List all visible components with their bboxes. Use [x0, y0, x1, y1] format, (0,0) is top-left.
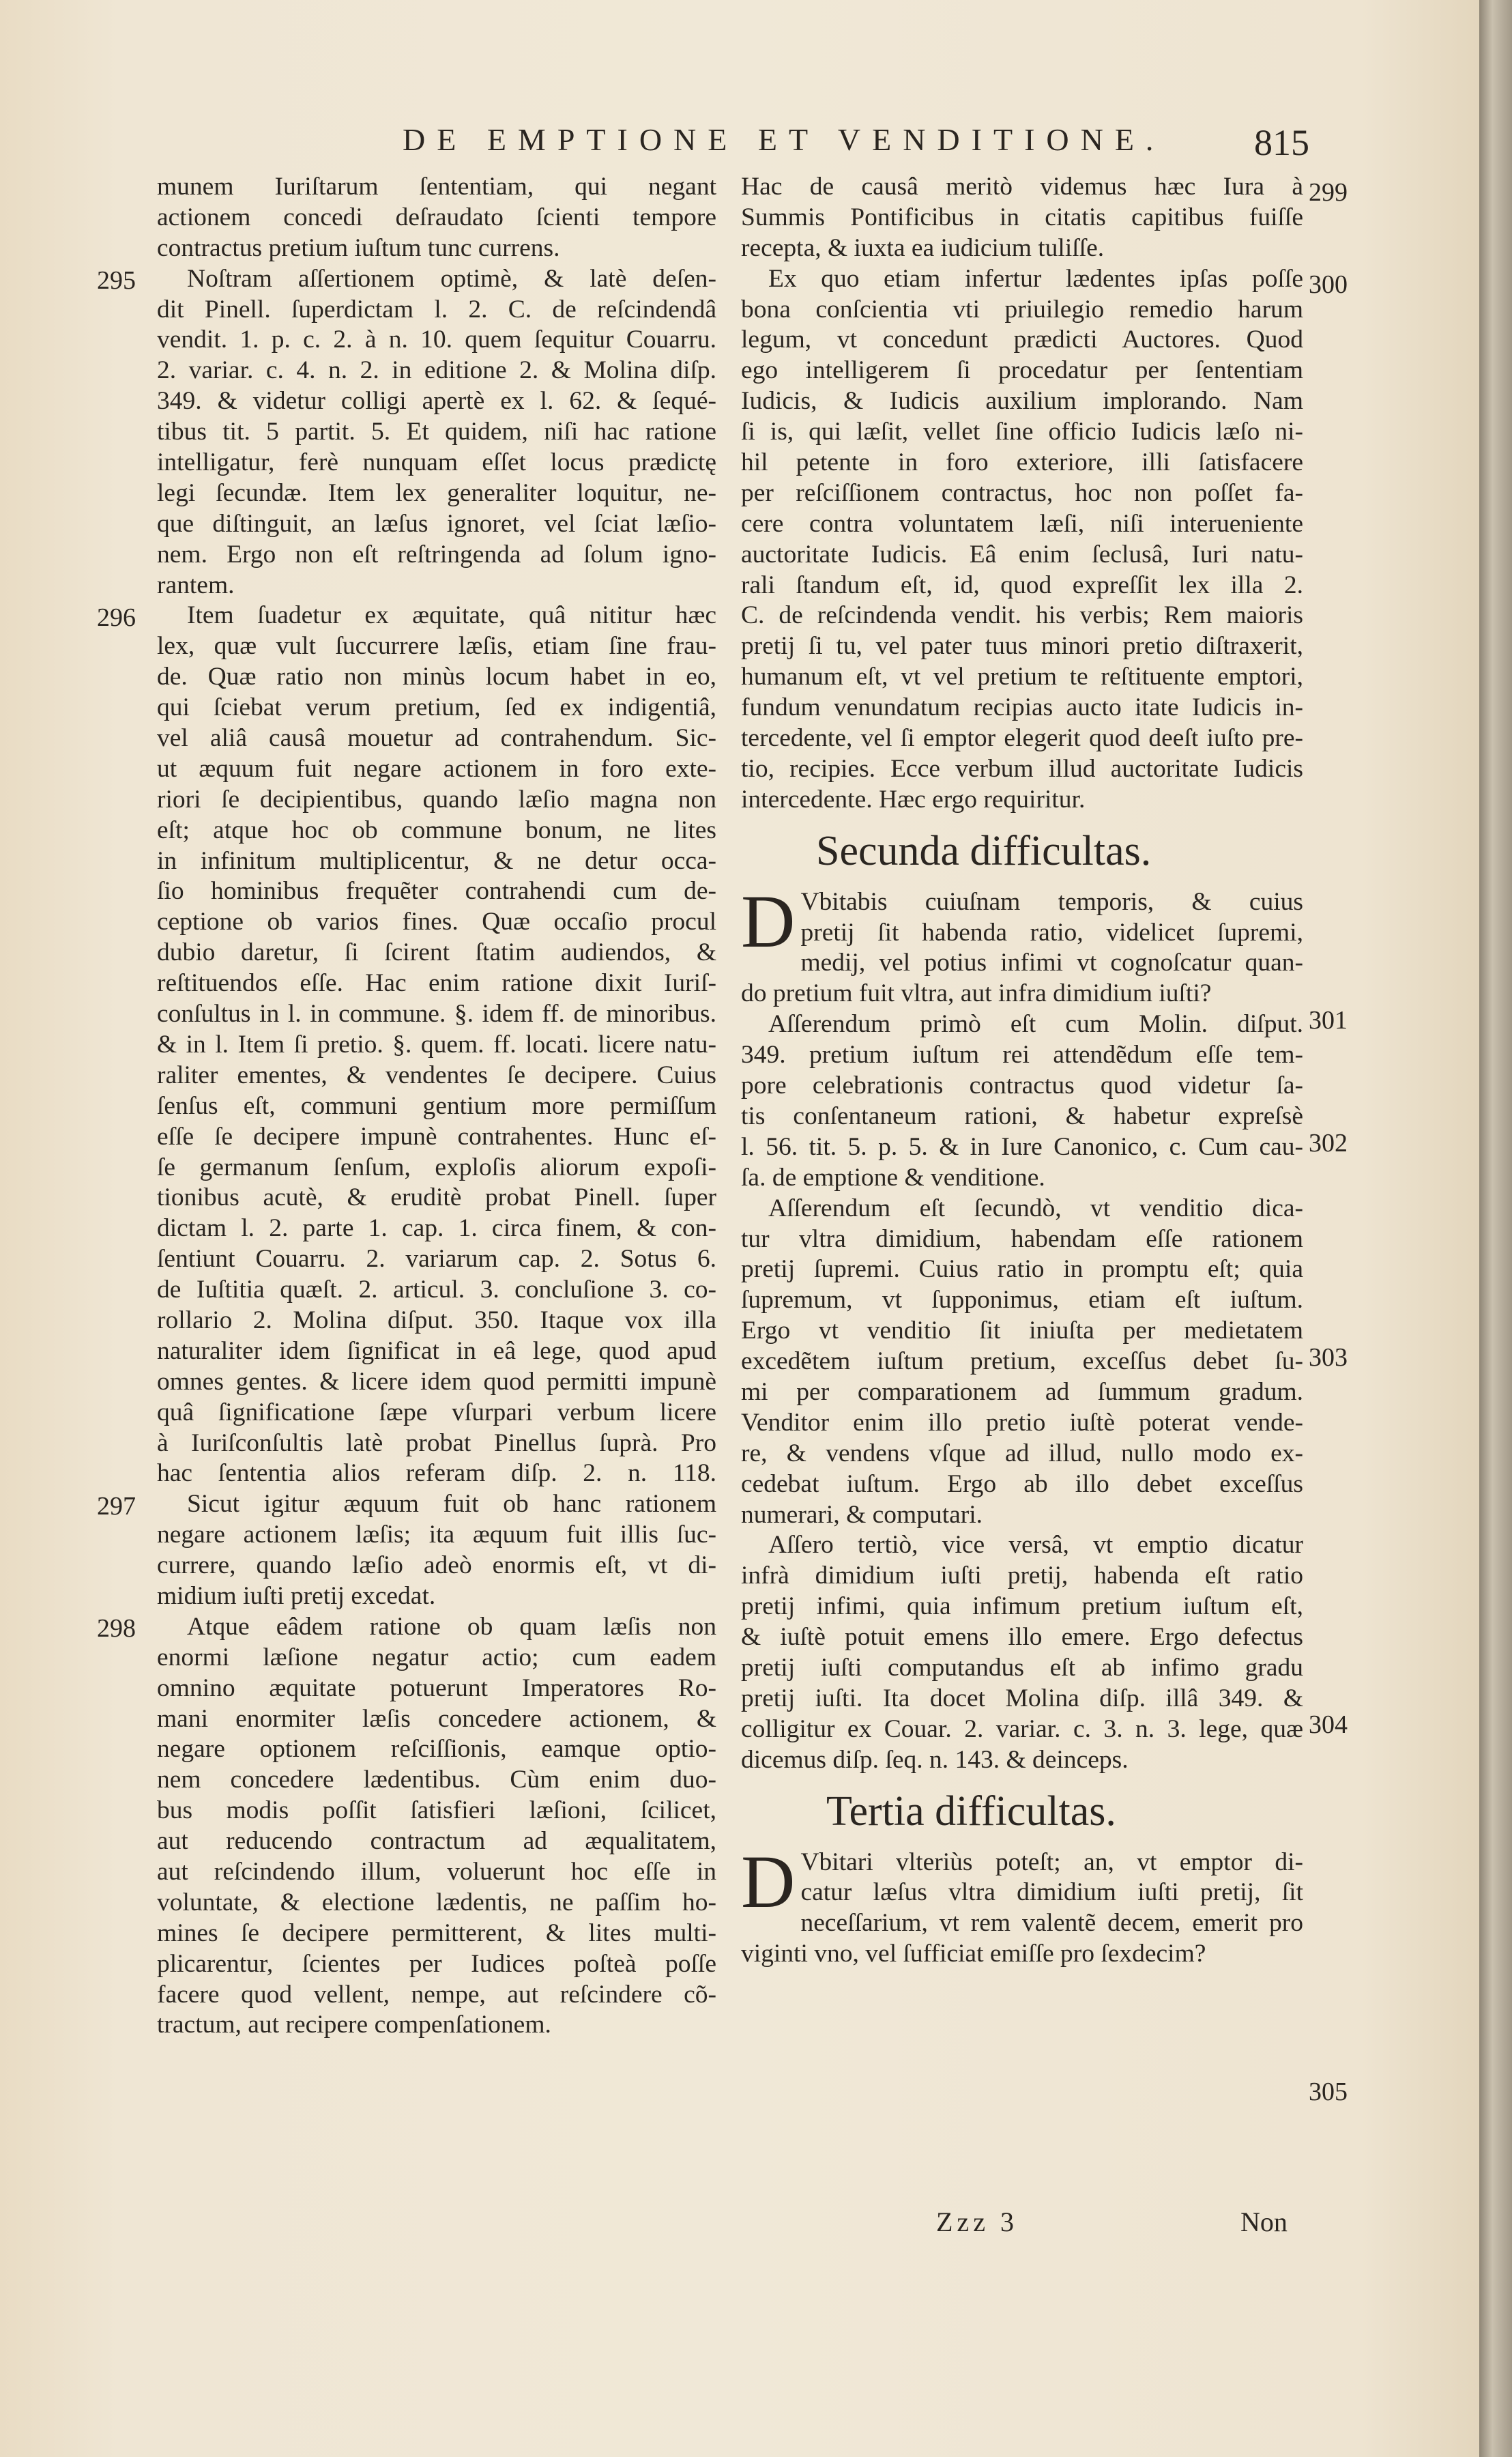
text-line: ceptione ob varios fines. Quæ occaſio procul [157, 908, 716, 936]
signature-mark: Zzz 3 [936, 2207, 1018, 2237]
text-line: rollario 2. Molina diſput. 350. Itaque vox illa [157, 1306, 716, 1334]
text-line: facere quod vellent, nempe, aut reſcindere cõ- [157, 1980, 716, 2009]
text-line: & iuſtè potuit emens illo emere. Ergo defectus [741, 1623, 1303, 1652]
text-line: mani enormiter læſis concedere actionem, & [157, 1704, 716, 1733]
text-line: negare optionem reſciſſionis, eamque optio- [157, 1735, 716, 1764]
text-line: cere contra voluntatem læſi, niſi interueniente [741, 509, 1303, 538]
text-line: do pretium fuit vltra, aut infra dimidium iuſti? [741, 979, 1212, 1008]
text-line: 349. & videtur colligi apertè ex l. 62. & ſequé- [157, 387, 716, 416]
right-block-2 [741, 879, 1303, 1776]
text-line: currere, quando læſio adeò enormis eſt, vt di- [157, 1551, 716, 1580]
text-line: pretij iuſti computandus eſt ab infimo gradu [741, 1653, 1303, 1682]
text-line: Summis Pontificibus in citatis capitibus fuiſſe [741, 203, 1303, 231]
text-line: mines ſe decipere permitterent, & lites multi- [157, 1919, 716, 1947]
text-line: medij, vel potius infimi vt cognoſcatur quan- [800, 949, 1303, 977]
text-line: humanum eſt, vt vel pretium te reſtituente emptori, [741, 663, 1303, 691]
running-title: DE EMPTIONE ET VENDITIONE. [403, 122, 1165, 157]
text-line: cedebat iuſtum. Ergo ab illo debet exceſſus [741, 1469, 1303, 1498]
text-line: vendit. 1. p. c. 2. à n. 10. quem ſequitur Couarru. [157, 326, 716, 354]
text-line: tis conſentaneum rationi, & habetur expreſsè [741, 1102, 1303, 1130]
text-line: tibus tit. 5 partit. 5. Et quidem, niſi hac ratione [157, 418, 716, 446]
margin-number: 304 [1309, 1710, 1348, 1739]
text-line: reſtituendos eſſe. Hac enim ratione dixit Iuriſ- [157, 969, 716, 998]
text-line: catur læſus vltra dimidium iuſti pretij, ſit [800, 1878, 1303, 1907]
text-line: ſi is, qui læſit, vellet ſine officio Iudicis læſo ni- [741, 418, 1303, 446]
text-line: tio, recipies. Ecce verbum illud auctoritate Iudicis [741, 754, 1303, 783]
text-line: à Iuriſconſultis latè probat Pinellus ſuprà. Pro [157, 1428, 716, 1457]
text-line: Ex quo etiam infertur lædentes ipſas poſſe [768, 264, 1303, 293]
text-line: Vbitabis cuiuſnam temporis, & cuius [800, 887, 1303, 916]
text-line: dicemus diſp. ſeq. n. 143. & deinceps. [741, 1745, 1129, 1774]
text-line: pretij infimi, quia infimum pretium iuſtum eſt, [741, 1592, 1303, 1621]
text-line: legum, vt concedunt prædicti Auctores. Quod [741, 326, 1303, 354]
text-line: riori ſe decipientibus, quando læſio magna non [157, 785, 716, 814]
text-line: tur vltra dimidium, habendam eſſe rationem [741, 1224, 1303, 1253]
margin-number: 300 [1309, 270, 1348, 299]
text-line: dictam l. 2. parte 1. cap. 1. circa finem, & con- [157, 1214, 716, 1243]
text-line: ſenſus eſt, communi gentium more permiſſum [157, 1091, 716, 1120]
text-line: rali ſtandum eſt, id, quod expreſſit lex illa 2. [741, 571, 1303, 599]
page-number: 815 [1254, 122, 1309, 163]
page-header [0, 121, 1479, 169]
text-line: contractus pretium iuſtum tunc currens. [157, 233, 560, 262]
text-line: fundum venundatum recipias aucto itate Iudicis in- [741, 693, 1303, 722]
text-line: l. 56. tit. 5. p. 5. & in Iure Canonico, c. Cum cau- [741, 1132, 1303, 1161]
margin-number: 302 [1309, 1129, 1348, 1158]
text-line: intelligatur, ferè nunquam eſſet locus prædictę [157, 448, 716, 477]
text-line: 2. variar. c. 4. n. 2. in editione 2. & Molina diſp. [157, 356, 716, 385]
text-line: nem concedere lædentibus. Cùm enim duo- [157, 1766, 716, 1794]
text-line: nem. Ergo non eſt reſtringenda ad ſolum igno- [157, 540, 716, 569]
text-line: de. Quæ ratio non minùs locum habet in eo, [157, 663, 716, 691]
text-line: eſſe ſe decipere impunè contrahentes. Hunc eſ- [157, 1122, 716, 1151]
text-line: enormi læſione negatur actio; cum eadem [157, 1643, 716, 1671]
text-line: plicarentur, ſcientes per Iudices poſteà poſſe [157, 1949, 716, 1978]
text-line: dit Pinell. ſuperdictam l. 2. C. de reſcindendâ [157, 295, 716, 324]
text-line: Sicut igitur æquum fuit ob hanc rationem [187, 1490, 716, 1519]
text-line: conſultus in l. in commune. §. idem ff. de minoribus. [157, 1000, 716, 1029]
text-line: quâ ſignificatione ſæpe vſurpari verbum licere [157, 1398, 716, 1426]
text-line: Aſſero tertiò, vice versâ, vt emptio dicatur [768, 1531, 1303, 1560]
text-line: Noſtram aſſertionem optimè, & latè deſen- [187, 264, 716, 293]
page-footer [0, 2206, 1479, 2240]
text-line: ſentiunt Couarru. 2. variarum cap. 2. Sotus 6. [157, 1245, 716, 1274]
text-line: ſupremum, vt ſupponimus, etiam eſt iuſtum. [741, 1286, 1303, 1314]
margin-number: 305 [1309, 2078, 1348, 2106]
text-line: 349. pretium iuſtum rei attendẽdum eſſe tem- [741, 1041, 1303, 1069]
left-column [157, 172, 716, 2041]
text-line: legi ſecundæ. Item lex generaliter loquitur, ne- [157, 478, 716, 507]
text-line: dubio daretur, ſi ſcirent ſtatim audiendos, & [157, 938, 716, 967]
text-line: aut reducendo contractum ad æqualitatem, [157, 1827, 716, 1856]
text-line: Aſſerendum primò eſt cum Molin. diſput. [768, 1010, 1303, 1039]
text-line: eſt; atque hoc ob commune bonum, ne lites [157, 816, 716, 844]
text-line: excedẽtem iuſtum pretium, exceſſus debet ſu- [741, 1347, 1303, 1376]
text-line: Ergo vt venditio ſit iniuſta per medietatem [741, 1317, 1303, 1345]
text-line: ut æquum fuit negare actionem in foro exte- [157, 754, 716, 783]
text-line: hil petente in foro exteriore, illi ſatisfacere [741, 448, 1303, 477]
text-line: colligitur ex Couar. 2. variar. c. 3. n. 3. lege, quæ [741, 1714, 1303, 1743]
text-line: midium iuſti pretij excedat. [157, 1581, 436, 1610]
text-line: Aſſerendum eſt ſecundò, vt venditio dica- [768, 1194, 1303, 1222]
text-line: mi per comparationem ad ſummum gradum. [741, 1377, 1303, 1406]
margin-number: 303 [1309, 1343, 1348, 1372]
text-line: re, & vendens vſque ad illud, nullo modo ex- [741, 1439, 1303, 1467]
margin-number: 295 [97, 265, 136, 295]
right-block-3 [741, 1839, 1303, 1970]
text-line: que diſtinguit, an læſus ignoret, vel ſciat læſio- [157, 509, 716, 538]
text-line: Item ſuadetur ex æquitate, quâ nititur hæc [187, 601, 716, 630]
catchword: Non [1240, 2207, 1288, 2237]
text-line: pretij ſupremi. Cuius ratio in promptu eſt; quia [741, 1255, 1303, 1284]
text-line: omnino æquitate potuerunt Imperatores Ro- [157, 1673, 716, 1702]
text-line: intercedente. Hæc ergo requiritur. [741, 785, 1086, 814]
text-line: infrà dimidium iuſti pretij, habenda eſt ratio [741, 1562, 1303, 1590]
text-line: Venditor enim illo pretio iuſtè poterat vende- [741, 1408, 1303, 1437]
section-heading-secunda: Secunda difficultas. [816, 827, 1152, 874]
right-block-1 [741, 172, 1303, 816]
text-line: tercedente, vel ſi emptor elegerit quod deeſt iuſto pre- [741, 724, 1303, 753]
text-line: ego intelligerem ſi procedatur per ſententiam [741, 356, 1303, 385]
text-line: bus modis poſſit ſatisfieri læſioni, ſcilicet, [157, 1796, 716, 1825]
margin-number: 299 [1309, 178, 1348, 207]
text-line: bona conſcientia vti priuilegio remedio harum [741, 295, 1303, 324]
margin-number: 298 [97, 1614, 136, 1643]
text-line: in infinitum multiplicentur, & ne detur occa- [157, 846, 716, 875]
text-line: C. de reſcindenda vendit. his verbis; Rem maioris [741, 601, 1303, 630]
section-heading-tertia: Tertia difficultas. [826, 1787, 1116, 1835]
text-line: de Iuſtitia quæſt. 2. articul. 3. concluſione 3. co- [157, 1276, 716, 1304]
text-line: omnes gentes. & licere idem quod permitti impunè [157, 1367, 716, 1396]
text-line: negare actionem læſis; ita æquum fuit illis ſuc- [157, 1521, 716, 1549]
text-line: ſa. de emptione & venditione. [741, 1163, 1045, 1192]
text-line: tractum, aut recipere compenſationem. [157, 2011, 551, 2039]
margin-number: 296 [97, 603, 136, 632]
text-line: Atque eâdem ratione ob quam læſis non [187, 1612, 716, 1641]
text-line: Hac de causâ meritò videmus hæc Iura à [741, 173, 1303, 201]
text-line: recepta, & iuxta ea iudicium tuliſſe. [741, 233, 1105, 262]
text-line: & in l. Item ſi pretio. §. quem. ff. locati. licere natu- [157, 1030, 716, 1059]
text-line: lex, quæ vult ſuccurrere læſis, etiam ſine frau- [157, 632, 716, 661]
text-line: Vbitari vlteriùs poteſt; an, vt emptor di- [800, 1848, 1303, 1876]
text-line: numerari, & computari. [741, 1500, 983, 1529]
text-line: pretij ſit habenda ratio, videlicet ſupremi, [800, 918, 1303, 947]
text-line: voluntate, & electione lædentis, ne paſſim ho- [157, 1888, 716, 1916]
text-line: viginti vno, vel ſufficiat emiſſe pro ſexdecim? [741, 1940, 1206, 1968]
drop-initial: D [741, 1839, 796, 1923]
text-line: aut reſcindendo illum, voluerunt hoc eſſe in [157, 1857, 716, 1886]
margin-number: 297 [97, 1491, 136, 1521]
text-line: hac ſententia alios referam diſp. 2. n. 118. [157, 1459, 716, 1488]
text-line: neceſſarium, vt rem valentẽ decem, emerit pro [800, 1909, 1303, 1938]
text-line: actionem concedi deſraudato ſcienti tempore [157, 203, 716, 231]
text-line: munem Iuriſtarum ſententiam, qui negant [157, 173, 716, 201]
margin-number: 301 [1309, 1006, 1348, 1035]
text-line: auctoritate Iudicis. Eâ enim ſeclusâ, Iuri natu- [741, 540, 1303, 569]
text-line: rantem. [157, 571, 235, 599]
text-line: per reſciſſionem contractus, hoc non poſſet fa- [741, 478, 1303, 507]
text-line: naturaliter idem ſignificat in eâ lege, quod apud [157, 1336, 716, 1365]
text-line: Iudicis, & Iudicis auxilium implorando. Nam [741, 387, 1303, 416]
text-line: qui ſciebat verum pretium, ſed ex indigentiâ, [157, 693, 716, 722]
text-line: ſe germanum ſenſum, exploſis aliorum expoſi- [157, 1153, 716, 1181]
right-column [741, 172, 1303, 1970]
text-line: pretij iuſti. Ita docet Molina diſp. illâ 349. & [741, 1684, 1303, 1712]
text-line: ſio hominibus frequẽter contrahendi cum de- [157, 877, 716, 906]
text-line: vel aliâ causâ mouetur ad contrahendum. Sic- [157, 724, 716, 753]
text-line: pore celebrationis contractus quod videtur ſa- [741, 1072, 1303, 1100]
text-line: raliter ementes, & vendentes ſe decipere. Cuius [157, 1061, 716, 1089]
drop-initial: D [741, 879, 796, 963]
text-line: tionibus acutè, & eruditè probat Pinell. ſuper [157, 1183, 716, 1212]
page-edge [1479, 0, 1512, 2457]
text-line: pretij ſi tu, vel pater tuus minori pretio diſtraxerit, [741, 632, 1303, 661]
